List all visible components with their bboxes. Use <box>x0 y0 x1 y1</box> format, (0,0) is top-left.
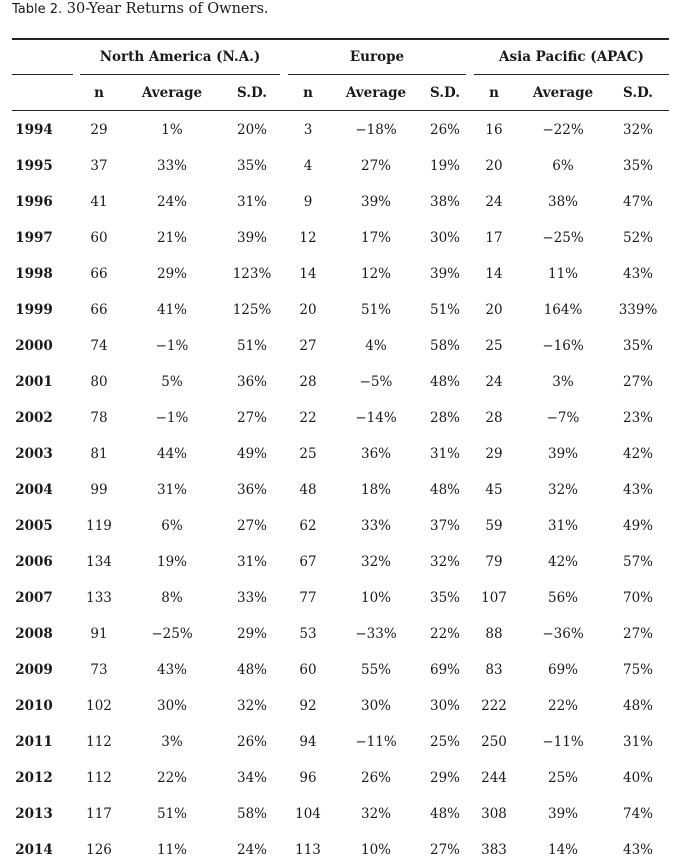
cell-na-average: 31% <box>156 482 187 498</box>
table-row <box>0 769 677 787</box>
table-row <box>0 445 677 463</box>
cell-na-average: 21% <box>156 230 187 246</box>
cell-eu-sd: 26% <box>429 122 460 138</box>
cell-ap-sd: 75% <box>622 662 653 678</box>
cell-na-average: −25% <box>151 626 193 642</box>
cell-eu-average: 36% <box>360 446 391 462</box>
cell-eu-average: 32% <box>360 806 391 822</box>
col-header-eu-average: Average <box>345 85 407 101</box>
cell-na-sd: 36% <box>236 482 267 498</box>
table-row <box>0 265 677 283</box>
cell-ap-average: 25% <box>547 770 578 786</box>
cell-na-n: 74 <box>90 338 108 354</box>
table-row <box>0 517 677 535</box>
cell-ap-average: −11% <box>542 734 584 750</box>
cell-eu-n: 62 <box>299 518 317 534</box>
cell-eu-sd: 48% <box>429 482 460 498</box>
cell-na-average: 29% <box>156 266 187 282</box>
cell-ap-average: 69% <box>547 662 578 678</box>
table-row <box>0 301 677 319</box>
cell-na-sd: 125% <box>232 302 272 318</box>
col-header-na-n: n <box>94 85 104 101</box>
cell-eu-n: 113 <box>295 842 321 858</box>
cell-na-sd: 31% <box>236 194 267 210</box>
cell-eu-average: 10% <box>360 590 391 606</box>
cell-ap-n: 17 <box>485 230 503 246</box>
cell-ap-average: 39% <box>547 446 578 462</box>
cell-eu-n: 104 <box>295 806 321 822</box>
cell-eu-average: 33% <box>360 518 391 534</box>
cell-eu-n: 12 <box>299 230 317 246</box>
cell-eu-n: 53 <box>299 626 317 642</box>
cell-eu-average: −14% <box>355 410 397 426</box>
cell-na-sd: 29% <box>236 626 267 642</box>
table-row <box>0 373 677 391</box>
cell-na-average: 8% <box>161 590 183 606</box>
cell-year: 1994 <box>15 122 53 138</box>
cell-ap-sd: 52% <box>622 230 653 246</box>
cell-ap-average: −22% <box>542 122 584 138</box>
cell-eu-n: 4 <box>303 158 313 174</box>
cell-eu-sd: 25% <box>429 734 460 750</box>
col-header-ap-n: n <box>489 85 499 101</box>
cell-ap-average: 14% <box>547 842 578 858</box>
cell-na-sd: 48% <box>236 662 267 678</box>
cell-ap-sd: 32% <box>622 122 653 138</box>
table-row <box>0 841 677 859</box>
cell-eu-n: 14 <box>299 266 317 282</box>
cell-na-average: 30% <box>156 698 187 714</box>
table-caption-title: 30-Year Returns of Owners. <box>66 1 269 17</box>
cell-ap-n: 308 <box>481 806 507 822</box>
cell-year: 1998 <box>15 266 53 282</box>
cell-eu-n: 9 <box>303 194 313 210</box>
col-header-eu-n: n <box>303 85 313 101</box>
cell-eu-sd: 28% <box>429 410 460 426</box>
cell-year: 2000 <box>15 338 53 354</box>
cell-ap-n: 20 <box>485 302 503 318</box>
cell-ap-average: −7% <box>546 410 580 426</box>
cell-ap-average: 31% <box>547 518 578 534</box>
cell-eu-average: 12% <box>360 266 391 282</box>
cell-na-n: 99 <box>90 482 108 498</box>
cell-na-sd: 123% <box>232 266 272 282</box>
col-header-ap-average: Average <box>532 85 594 101</box>
table-row <box>0 481 677 499</box>
cell-ap-n: 45 <box>485 482 503 498</box>
cell-ap-n: 83 <box>485 662 503 678</box>
cell-na-n: 66 <box>90 266 108 282</box>
table-row <box>0 661 677 679</box>
cell-na-sd: 24% <box>236 842 267 858</box>
table-row <box>0 589 677 607</box>
cell-na-average: 5% <box>161 374 183 390</box>
cell-eu-sd: 22% <box>429 626 460 642</box>
table-row <box>0 193 677 211</box>
cell-na-average: 22% <box>156 770 187 786</box>
cell-na-n: 112 <box>86 734 112 750</box>
cell-eu-n: 67 <box>299 554 317 570</box>
cell-na-n: 73 <box>90 662 108 678</box>
cell-ap-sd: 70% <box>622 590 653 606</box>
cell-eu-average: 27% <box>360 158 391 174</box>
cell-eu-n: 27 <box>299 338 317 354</box>
cell-ap-sd: 27% <box>622 626 653 642</box>
cell-eu-average: −18% <box>355 122 397 138</box>
cell-ap-sd: 74% <box>622 806 653 822</box>
cell-ap-average: 11% <box>547 266 578 282</box>
cell-eu-sd: 31% <box>429 446 460 462</box>
cell-na-average: 11% <box>156 842 187 858</box>
cell-na-average: 43% <box>156 662 187 678</box>
cell-na-sd: 27% <box>236 410 267 426</box>
cell-eu-average: 32% <box>360 554 391 570</box>
table-row <box>0 733 677 751</box>
cell-ap-average: 42% <box>547 554 578 570</box>
cell-na-sd: 49% <box>236 446 267 462</box>
cell-ap-average: 38% <box>547 194 578 210</box>
cell-ap-n: 28 <box>485 410 503 426</box>
cell-ap-sd: 35% <box>622 338 653 354</box>
cell-ap-sd: 27% <box>622 374 653 390</box>
cell-na-n: 119 <box>86 518 112 534</box>
cell-year: 2009 <box>15 662 53 678</box>
cell-ap-sd: 40% <box>622 770 653 786</box>
cell-ap-sd: 49% <box>622 518 653 534</box>
cell-eu-average: 26% <box>360 770 391 786</box>
cell-eu-average: −33% <box>355 626 397 642</box>
cell-ap-average: −25% <box>542 230 584 246</box>
cell-na-sd: 58% <box>236 806 267 822</box>
cell-eu-n: 77 <box>299 590 317 606</box>
cell-ap-n: 59 <box>485 518 503 534</box>
cell-ap-sd: 35% <box>622 158 653 174</box>
cell-eu-sd: 69% <box>429 662 460 678</box>
table-row <box>0 805 677 823</box>
cell-ap-n: 250 <box>481 734 507 750</box>
col-header-ap-sd: S.D. <box>623 85 653 101</box>
cell-year: 2005 <box>15 518 53 534</box>
cell-eu-sd: 48% <box>429 374 460 390</box>
cell-year: 2001 <box>15 374 53 390</box>
cell-eu-average: 10% <box>360 842 391 858</box>
cell-eu-sd: 30% <box>429 698 460 714</box>
cell-year: 1996 <box>15 194 53 210</box>
cell-na-n: 91 <box>90 626 108 642</box>
cell-na-sd: 27% <box>236 518 267 534</box>
cell-na-n: 126 <box>86 842 112 858</box>
cell-eu-sd: 29% <box>429 770 460 786</box>
cell-ap-sd: 43% <box>622 482 653 498</box>
cell-ap-average: 164% <box>543 302 583 318</box>
cell-ap-sd: 23% <box>622 410 653 426</box>
cell-eu-average: 4% <box>365 338 387 354</box>
cell-ap-average: −36% <box>542 626 584 642</box>
table-row <box>0 625 677 643</box>
cell-ap-n: 88 <box>485 626 503 642</box>
cell-na-average: 51% <box>156 806 187 822</box>
cell-eu-sd: 35% <box>429 590 460 606</box>
cell-eu-average: −11% <box>355 734 397 750</box>
cell-ap-n: 14 <box>485 266 503 282</box>
cell-na-average: 6% <box>161 518 183 534</box>
cell-ap-average: −16% <box>542 338 584 354</box>
cell-eu-sd: 38% <box>429 194 460 210</box>
cell-eu-average: −5% <box>359 374 393 390</box>
table-row <box>0 157 677 175</box>
cell-year: 1995 <box>15 158 53 174</box>
cell-year: 2006 <box>15 554 53 570</box>
group-header-asia-pacific: Asia Pacific (APAC) <box>499 49 644 65</box>
cell-eu-n: 48 <box>299 482 317 498</box>
cell-na-sd: 20% <box>236 122 267 138</box>
cell-na-average: 3% <box>161 734 183 750</box>
cell-na-n: 41 <box>90 194 108 210</box>
cell-na-average: 41% <box>156 302 187 318</box>
cell-ap-average: 3% <box>552 374 574 390</box>
cell-ap-n: 25 <box>485 338 503 354</box>
cell-na-sd: 26% <box>236 734 267 750</box>
cell-na-sd: 36% <box>236 374 267 390</box>
cell-eu-average: 17% <box>360 230 391 246</box>
cell-eu-sd: 19% <box>429 158 460 174</box>
cell-eu-n: 92 <box>299 698 317 714</box>
cell-eu-n: 60 <box>299 662 317 678</box>
cell-na-n: 81 <box>90 446 108 462</box>
cell-na-sd: 34% <box>236 770 267 786</box>
cell-na-sd: 39% <box>236 230 267 246</box>
group-header-north-america: North America (N.A.) <box>99 49 261 65</box>
cell-year: 2013 <box>15 806 53 822</box>
cell-eu-n: 94 <box>299 734 317 750</box>
cell-na-n: 133 <box>86 590 112 606</box>
cell-eu-sd: 27% <box>429 842 460 858</box>
cell-eu-average: 51% <box>360 302 391 318</box>
cell-eu-sd: 37% <box>429 518 460 534</box>
cell-eu-average: 30% <box>360 698 391 714</box>
cell-ap-average: 6% <box>552 158 574 174</box>
cell-ap-sd: 48% <box>622 698 653 714</box>
cell-ap-n: 24 <box>485 374 503 390</box>
cell-ap-sd: 57% <box>622 554 653 570</box>
cell-na-average: 24% <box>156 194 187 210</box>
cell-eu-average: 18% <box>360 482 391 498</box>
cell-ap-sd: 43% <box>622 842 653 858</box>
cell-na-sd: 31% <box>236 554 267 570</box>
cell-eu-n: 3 <box>303 122 313 138</box>
cell-ap-average: 32% <box>547 482 578 498</box>
cell-eu-sd: 48% <box>429 806 460 822</box>
cell-na-average: 19% <box>156 554 187 570</box>
cell-year: 2002 <box>15 410 53 426</box>
cell-eu-sd: 58% <box>429 338 460 354</box>
cell-na-average: −1% <box>155 338 189 354</box>
cell-na-n: 102 <box>86 698 112 714</box>
cell-ap-n: 20 <box>485 158 503 174</box>
col-header-eu-sd: S.D. <box>430 85 460 101</box>
cell-na-n: 112 <box>86 770 112 786</box>
cell-eu-average: 39% <box>360 194 391 210</box>
cell-na-n: 37 <box>90 158 108 174</box>
table-row <box>0 229 677 247</box>
cell-ap-sd: 31% <box>622 734 653 750</box>
cell-ap-n: 107 <box>481 590 507 606</box>
cell-ap-sd: 42% <box>622 446 653 462</box>
cell-na-average: 44% <box>156 446 187 462</box>
cell-na-sd: 51% <box>236 338 267 354</box>
cell-year: 2004 <box>15 482 53 498</box>
cell-ap-n: 29 <box>485 446 503 462</box>
cell-ap-sd: 339% <box>618 302 658 318</box>
cell-ap-n: 79 <box>485 554 503 570</box>
table-row <box>0 121 677 139</box>
cell-ap-n: 383 <box>481 842 507 858</box>
table-row <box>0 409 677 427</box>
cell-ap-n: 24 <box>485 194 503 210</box>
cell-ap-n: 222 <box>481 698 507 714</box>
cell-eu-average: 55% <box>360 662 391 678</box>
cell-na-n: 80 <box>90 374 108 390</box>
cell-ap-average: 39% <box>547 806 578 822</box>
cell-ap-sd: 43% <box>622 266 653 282</box>
table-row <box>0 337 677 355</box>
cell-ap-average: 56% <box>547 590 578 606</box>
cell-year: 2012 <box>15 770 53 786</box>
cell-na-sd: 33% <box>236 590 267 606</box>
cell-na-average: 33% <box>156 158 187 174</box>
cell-ap-sd: 47% <box>622 194 653 210</box>
cell-na-n: 60 <box>90 230 108 246</box>
cell-na-n: 117 <box>86 806 112 822</box>
col-header-na-average: Average <box>141 85 203 101</box>
table-caption-label: Table 2. <box>12 2 63 17</box>
cell-na-sd: 32% <box>236 698 267 714</box>
cell-na-sd: 35% <box>236 158 267 174</box>
cell-year: 2008 <box>15 626 53 642</box>
cell-na-n: 78 <box>90 410 108 426</box>
cell-year: 2014 <box>15 842 53 858</box>
cell-year: 2007 <box>15 590 53 606</box>
cell-na-n: 29 <box>90 122 108 138</box>
cell-eu-sd: 51% <box>429 302 460 318</box>
cell-year: 2010 <box>15 698 53 714</box>
cell-eu-sd: 30% <box>429 230 460 246</box>
cell-eu-n: 96 <box>299 770 317 786</box>
cell-ap-n: 244 <box>481 770 507 786</box>
cell-ap-n: 16 <box>485 122 503 138</box>
cell-eu-n: 25 <box>299 446 317 462</box>
table-row <box>0 697 677 715</box>
cell-ap-average: 22% <box>547 698 578 714</box>
cell-eu-n: 28 <box>299 374 317 390</box>
cell-year: 2011 <box>15 734 53 750</box>
cell-na-average: 1% <box>161 122 183 138</box>
cell-na-n: 66 <box>90 302 108 318</box>
cell-year: 1999 <box>15 302 53 318</box>
col-header-na-sd: S.D. <box>237 85 267 101</box>
cell-na-average: −1% <box>155 410 189 426</box>
cell-eu-n: 22 <box>299 410 317 426</box>
cell-eu-n: 20 <box>299 302 317 318</box>
cell-eu-sd: 39% <box>429 266 460 282</box>
cell-year: 2003 <box>15 446 53 462</box>
cell-eu-sd: 32% <box>429 554 460 570</box>
group-header-europe: Europe <box>349 49 405 65</box>
cell-year: 1997 <box>15 230 53 246</box>
cell-na-n: 134 <box>86 554 112 570</box>
table-row <box>0 553 677 571</box>
